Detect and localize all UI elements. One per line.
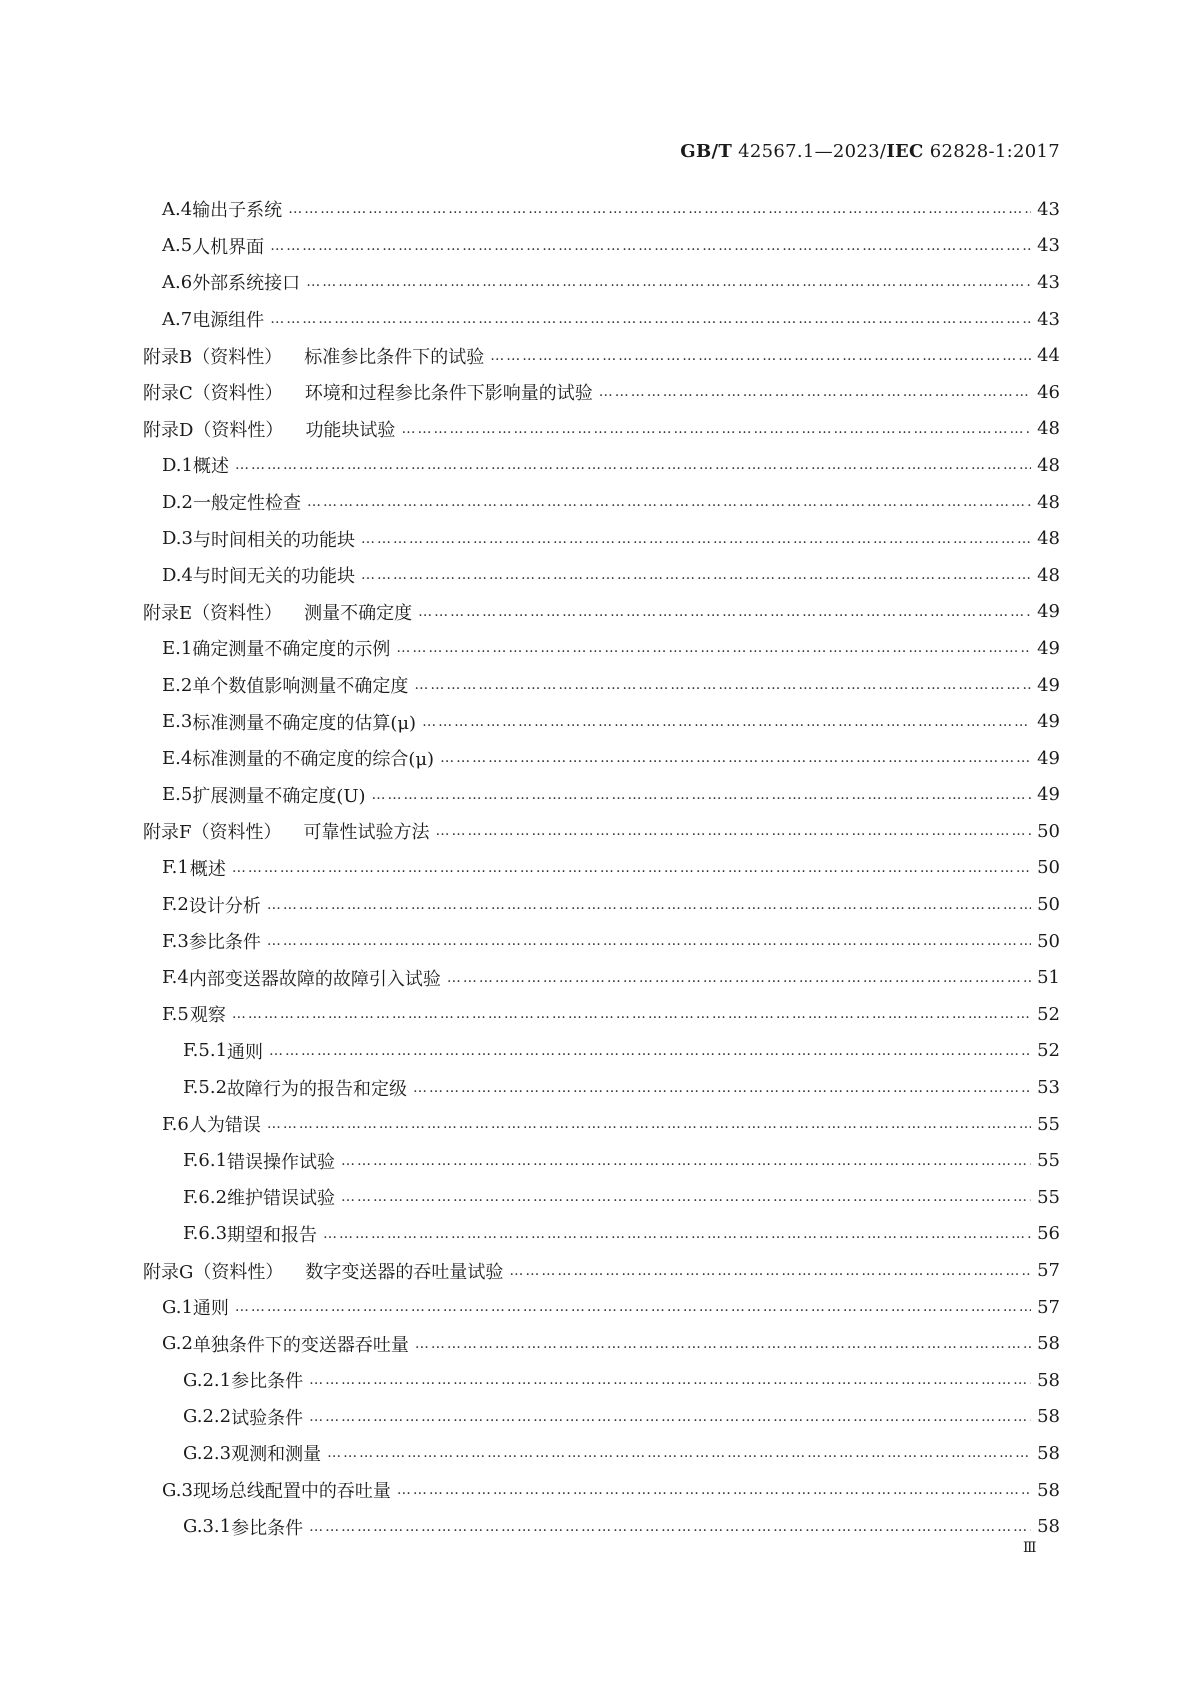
toc-entry[interactable] xyxy=(143,777,1060,814)
toc-entry[interactable] xyxy=(143,740,1060,777)
toc-page: 53 xyxy=(1037,1077,1060,1099)
dot-leader xyxy=(397,1482,1031,1498)
toc-number: F.5.1 xyxy=(183,1040,228,1062)
toc-page: 55 xyxy=(1037,1113,1060,1135)
dot-leader xyxy=(599,384,1031,400)
dot-leader xyxy=(235,457,1031,473)
toc-title: 电源组件 xyxy=(192,310,265,332)
toc-page: 55 xyxy=(1037,1186,1060,1208)
toc-number: A.7 xyxy=(162,308,193,330)
toc-title: 观测和测量 xyxy=(231,1444,322,1466)
toc-appendix[interactable] xyxy=(143,411,1060,448)
dot-leader xyxy=(436,823,1032,839)
toc-subentry[interactable] xyxy=(143,1142,1060,1179)
dot-leader xyxy=(235,1299,1031,1315)
toc-title: 一般定性检查 xyxy=(192,493,301,515)
toc-entry[interactable] xyxy=(143,1325,1060,1362)
toc-title: 与时间无关的功能块 xyxy=(192,566,355,588)
toc-number: D.2 xyxy=(162,491,193,513)
toc-number: F.6.1 xyxy=(183,1150,228,1172)
toc-title: 标准测量的不确定度的综合(μ) xyxy=(192,749,435,771)
toc-number: G.2.2 xyxy=(183,1406,232,1428)
dot-leader xyxy=(361,567,1031,583)
toc-title: 试验条件 xyxy=(231,1407,304,1429)
toc-appendix[interactable] xyxy=(143,594,1060,631)
toc-entry[interactable] xyxy=(143,1289,1060,1326)
toc-number: F.3 xyxy=(162,930,189,952)
toc-title: 单独条件下的变送器吞吐量 xyxy=(192,1334,409,1356)
toc-page: 49 xyxy=(1037,637,1060,659)
toc-title: 测量不确定度 xyxy=(304,602,413,624)
toc-appendix[interactable] xyxy=(143,337,1060,374)
dot-leader xyxy=(396,640,1031,656)
toc-number: F.6 xyxy=(162,1113,189,1135)
toc-subentry[interactable] xyxy=(143,1435,1060,1472)
toc-title: 设计分析 xyxy=(188,895,261,917)
toc-title: 功能块试验 xyxy=(305,419,396,441)
toc-subentry[interactable] xyxy=(143,1399,1060,1436)
dot-leader xyxy=(372,787,1032,803)
toc-title: 环境和过程参比条件下影响量的试验 xyxy=(304,383,593,405)
toc-page: 48 xyxy=(1037,491,1060,513)
dot-leader xyxy=(422,714,1031,730)
toc-entry[interactable] xyxy=(143,630,1060,667)
standard-prefix: GB/T xyxy=(680,141,733,162)
toc-subentry[interactable] xyxy=(143,1362,1060,1399)
toc-number: A.5 xyxy=(162,235,193,257)
toc-page: 43 xyxy=(1037,198,1060,220)
toc-entry[interactable] xyxy=(143,923,1060,960)
dot-leader xyxy=(232,1006,1031,1022)
dot-leader xyxy=(232,860,1031,876)
toc-entry[interactable] xyxy=(143,703,1060,740)
toc-title: 维护错误试验 xyxy=(227,1188,336,1210)
table-of-contents xyxy=(143,191,1060,1545)
toc-title: 确定测量不确定度的示例 xyxy=(192,639,391,661)
toc-page: 50 xyxy=(1037,820,1060,842)
toc-page: 46 xyxy=(1037,381,1060,403)
dot-leader xyxy=(267,897,1031,913)
dot-leader xyxy=(415,1336,1031,1352)
toc-page: 48 xyxy=(1037,564,1060,586)
dot-leader xyxy=(327,1445,1031,1461)
toc-entry[interactable] xyxy=(143,850,1060,887)
toc-page: 56 xyxy=(1037,1223,1060,1245)
toc-page: 58 xyxy=(1037,1479,1060,1501)
dot-leader xyxy=(414,677,1031,693)
toc-page: 51 xyxy=(1037,967,1060,989)
toc-number: G.2.3 xyxy=(183,1442,232,1464)
toc-number: E.1 xyxy=(162,637,193,659)
toc-entry[interactable] xyxy=(143,447,1060,484)
toc-title: 通则 xyxy=(192,1298,229,1320)
toc-number: F.1 xyxy=(162,857,189,879)
toc-number: G.3.1 xyxy=(183,1516,232,1538)
toc-number: 附录F（资料性） xyxy=(143,822,282,844)
toc-page: 58 xyxy=(1037,1369,1060,1391)
toc-number: F.2 xyxy=(162,894,189,916)
toc-page: 57 xyxy=(1037,1260,1060,1282)
toc-number: E.4 xyxy=(162,747,193,769)
dot-leader xyxy=(270,311,1031,327)
toc-title: 观察 xyxy=(189,1005,226,1027)
toc-page: 49 xyxy=(1037,674,1060,696)
toc-title: 内部变送器故障的故障引入试验 xyxy=(188,968,441,990)
toc-page: 50 xyxy=(1037,930,1060,952)
dot-leader xyxy=(288,201,1031,217)
toc-page: 52 xyxy=(1037,1040,1060,1062)
toc-entry[interactable] xyxy=(143,484,1060,521)
toc-entry[interactable] xyxy=(143,191,1060,228)
toc-page: 49 xyxy=(1037,711,1060,733)
toc-entry[interactable] xyxy=(143,1106,1060,1143)
toc-number: D.1 xyxy=(162,454,193,476)
iec-code: 62828-1:2017 xyxy=(929,141,1060,162)
toc-subentry[interactable] xyxy=(143,1216,1060,1253)
toc-number: D.4 xyxy=(162,564,193,586)
toc-number: A.4 xyxy=(162,198,193,220)
dot-leader xyxy=(447,970,1031,986)
dot-leader xyxy=(418,604,1031,620)
dot-leader xyxy=(309,1409,1031,1425)
toc-number: 附录C（资料性） xyxy=(143,383,283,405)
toc-appendix[interactable] xyxy=(143,374,1060,411)
toc-appendix[interactable] xyxy=(143,1252,1060,1289)
toc-page: 44 xyxy=(1037,345,1060,367)
toc-title: 参比条件 xyxy=(231,1371,304,1393)
toc-number: F.4 xyxy=(162,967,189,989)
toc-page: 48 xyxy=(1037,528,1060,550)
toc-title: 与时间相关的功能块 xyxy=(192,529,355,551)
dot-leader xyxy=(306,274,1031,290)
toc-number: E.2 xyxy=(162,674,193,696)
toc-number: F.6.3 xyxy=(183,1223,228,1245)
toc-title: 扩展测量不确定度(U) xyxy=(192,785,366,807)
dot-leader xyxy=(341,1153,1031,1169)
toc-number: E.5 xyxy=(162,784,193,806)
toc-subentry[interactable] xyxy=(143,1069,1060,1106)
toc-subentry[interactable] xyxy=(143,1508,1060,1545)
dot-leader xyxy=(307,494,1031,510)
dot-leader xyxy=(490,348,1031,364)
toc-title: 人机界面 xyxy=(192,236,265,258)
toc-number: G.2.1 xyxy=(183,1369,232,1391)
toc-page: 52 xyxy=(1037,1003,1060,1025)
toc-number: G.1 xyxy=(162,1296,193,1318)
toc-number: 附录E（资料性） xyxy=(143,602,283,624)
toc-number: D.3 xyxy=(162,528,193,550)
toc-page: 43 xyxy=(1037,235,1060,257)
standard-code: 42567.1—2023/ xyxy=(738,141,887,162)
dot-leader xyxy=(270,238,1031,254)
toc-entry[interactable] xyxy=(143,886,1060,923)
toc-title: 参比条件 xyxy=(188,932,261,954)
toc-title: 人为错误 xyxy=(188,1115,261,1137)
toc-title: 现场总线配置中的吞吐量 xyxy=(192,1481,391,1503)
page-number: Ⅲ xyxy=(1023,1540,1037,1556)
toc-entry[interactable] xyxy=(143,996,1060,1033)
toc-title: 概述 xyxy=(189,858,226,880)
toc-title: 参比条件 xyxy=(231,1517,304,1539)
toc-title: 输出子系统 xyxy=(192,200,283,222)
toc-entry[interactable] xyxy=(143,264,1060,301)
dot-leader xyxy=(323,1226,1031,1242)
toc-title: 标准参比条件下的试验 xyxy=(304,346,485,368)
toc-number: F.6.2 xyxy=(183,1186,228,1208)
dot-leader xyxy=(361,531,1031,547)
toc-appendix[interactable] xyxy=(143,813,1060,850)
toc-page: 48 xyxy=(1037,418,1060,440)
toc-page: 58 xyxy=(1037,1333,1060,1355)
document-header xyxy=(680,141,1060,162)
dot-leader xyxy=(509,1263,1031,1279)
toc-entry[interactable] xyxy=(143,667,1060,704)
toc-title: 期望和报告 xyxy=(227,1224,318,1246)
toc-page: 50 xyxy=(1037,857,1060,879)
toc-number: 附录D（资料性） xyxy=(143,419,284,441)
dot-leader xyxy=(309,1372,1031,1388)
toc-number: E.3 xyxy=(162,711,193,733)
toc-subentry[interactable] xyxy=(143,1033,1060,1070)
toc-entry[interactable] xyxy=(143,557,1060,594)
dot-leader xyxy=(269,1043,1031,1059)
toc-page: 43 xyxy=(1037,308,1060,330)
toc-page: 43 xyxy=(1037,271,1060,293)
toc-entry[interactable] xyxy=(143,520,1060,557)
dot-leader xyxy=(267,1116,1031,1132)
toc-page: 55 xyxy=(1037,1150,1060,1172)
toc-entry[interactable] xyxy=(143,1472,1060,1509)
toc-page: 49 xyxy=(1037,601,1060,623)
toc-page: 49 xyxy=(1037,747,1060,769)
toc-page: 48 xyxy=(1037,454,1060,476)
toc-title: 单个数值影响测量不确定度 xyxy=(192,676,409,698)
toc-page: 49 xyxy=(1037,784,1060,806)
toc-number: F.5 xyxy=(162,1003,189,1025)
toc-page: 57 xyxy=(1037,1296,1060,1318)
toc-entry[interactable] xyxy=(143,228,1060,265)
toc-page: 50 xyxy=(1037,894,1060,916)
toc-title: 可靠性试验方法 xyxy=(303,822,430,844)
toc-page: 58 xyxy=(1037,1516,1060,1538)
toc-page: 58 xyxy=(1037,1406,1060,1428)
toc-number: F.5.2 xyxy=(183,1077,228,1099)
dot-leader xyxy=(413,1080,1031,1096)
dot-leader xyxy=(267,933,1031,949)
toc-title: 数字变送器的吞吐量试验 xyxy=(305,1261,504,1283)
toc-number: G.3 xyxy=(162,1479,193,1501)
toc-title: 通则 xyxy=(227,1041,264,1063)
toc-number: G.2 xyxy=(162,1333,193,1355)
toc-title: 标准测量不确定度的估算(μ) xyxy=(192,712,417,734)
toc-page: 58 xyxy=(1037,1442,1060,1464)
toc-entry[interactable] xyxy=(143,959,1060,996)
toc-title: 错误操作试验 xyxy=(227,1151,336,1173)
toc-title: 外部系统接口 xyxy=(192,273,301,295)
toc-entry[interactable] xyxy=(143,301,1060,338)
toc-number: 附录G（资料性） xyxy=(143,1261,284,1283)
toc-number: A.6 xyxy=(162,271,193,293)
toc-title: 概述 xyxy=(192,456,229,478)
dot-leader xyxy=(309,1519,1031,1535)
toc-subentry[interactable] xyxy=(143,1179,1060,1216)
dot-leader xyxy=(440,750,1031,766)
dot-leader xyxy=(401,421,1031,437)
dot-leader xyxy=(341,1189,1031,1205)
toc-number: 附录B（资料性） xyxy=(143,346,283,368)
iec-prefix: IEC xyxy=(886,141,924,162)
toc-title: 故障行为的报告和定级 xyxy=(227,1078,408,1100)
